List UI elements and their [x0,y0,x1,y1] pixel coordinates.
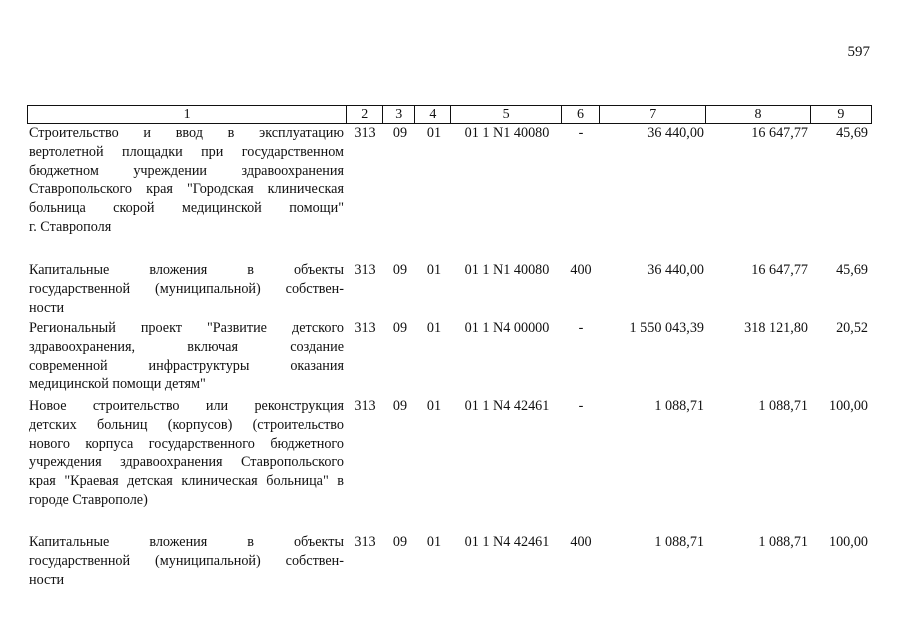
row-code-5: 01 1 N1 40080 [464,262,550,278]
row-name-line: г. Ставрополя [29,218,112,235]
row-name [29,319,344,394]
column-header-8: 8 [706,106,810,124]
row-name [29,397,344,510]
row-name-line: Ставропольского края "Городская клиническая [29,181,344,198]
row-code-2: 313 [354,398,376,414]
row-value-7: 1 088,71 [654,398,704,414]
row-name [29,533,344,589]
row-name-line: Капитальные вложения в объекты [29,262,344,278]
row-value-8: 318 121,80 [744,320,808,336]
row-name-line: медицинской помощи детям" [29,376,206,393]
row-value-9: 100,00 [828,398,868,414]
column-header-2: 2 [347,106,383,124]
row-name-line: больница скорой медицинской помощи" [29,200,344,217]
row-value-9: 100,00 [828,534,868,550]
row-value-9: 45,69 [836,262,868,278]
column-header-3: 3 [383,106,415,124]
column-header-6: 6 [561,106,599,124]
row-value-7: 1 550 043,39 [629,320,704,336]
column-header-row [28,106,872,124]
row-name-line: учреждения здравоохранения Ставропольского [29,454,344,471]
row-name-line: государственной (муниципальной) собствен- [29,280,344,297]
row-value-8: 1 088,71 [758,398,808,414]
row-code-5: 01 1 N1 40080 [464,125,550,141]
row-name-line: городе Ставрополе) [29,491,148,508]
row-code-4: 01 [426,125,442,141]
row-name-line: Новое строительство или реконструкция [29,398,344,414]
row-code-4: 01 [426,398,442,414]
row-value-7: 36 440,00 [647,262,704,278]
column-header-4: 4 [415,106,451,124]
row-code-6: - [578,398,584,414]
row-value-9: 20,52 [836,320,868,336]
column-header-5: 5 [451,106,561,124]
row-code-5: 01 1 N4 00000 [464,320,550,336]
row-code-6: - [578,320,584,336]
row-name-line: Строительство и ввод в эксплуатацию [29,125,344,141]
row-value-8: 16 647,77 [751,262,808,278]
row-code-2: 313 [354,320,376,336]
row-value-8: 1 088,71 [758,534,808,550]
column-header-7: 7 [600,106,706,124]
row-name-line: здравоохранения, включая создание [29,338,344,355]
row-code-5: 01 1 N4 42461 [464,398,550,414]
row-code-5: 01 1 N4 42461 [464,534,550,550]
row-name-line: Региональный проект "Развитие детского [29,320,344,336]
row-code-3: 09 [392,534,408,550]
page-number: 597 [847,44,870,60]
row-code-2: 313 [354,262,376,278]
row-name-line: ности [29,571,65,588]
row-name-line: государственной (муниципальной) собствен- [29,552,344,569]
column-header-9: 9 [810,106,871,124]
row-code-4: 01 [426,320,442,336]
row-name-line: детских больниц (корпусов) (строительство [29,416,344,433]
row-name [29,124,344,237]
row-name-line: бюджетном учреждении здравоохранения [29,162,344,179]
row-code-6: - [578,125,584,141]
row-code-2: 313 [354,534,376,550]
row-value-8: 16 647,77 [751,125,808,141]
row-name-line: края "Краевая детская клиническая больница" в [29,473,344,490]
row-code-3: 09 [392,320,408,336]
row-code-6: 400 [570,534,592,550]
row-value-9: 45,69 [836,125,868,141]
column-header-table [27,105,872,124]
row-name-line: Капитальные вложения в объекты [29,534,344,550]
column-header-1: 1 [28,106,347,124]
row-name-line: вертолетной площадки при государственном [29,143,344,160]
row-code-4: 01 [426,262,442,278]
row-code-3: 09 [392,125,408,141]
row-name [29,261,344,317]
row-name-line: нового корпуса государственного бюджетного [29,435,344,452]
row-code-2: 313 [354,125,376,141]
row-code-4: 01 [426,534,442,550]
row-value-7: 1 088,71 [654,534,704,550]
row-code-3: 09 [392,398,408,414]
row-name-line: современной инфраструктуры оказания [29,357,344,374]
row-code-3: 09 [392,262,408,278]
row-value-7: 36 440,00 [647,125,704,141]
row-name-line: ности [29,299,65,316]
row-code-6: 400 [570,262,592,278]
